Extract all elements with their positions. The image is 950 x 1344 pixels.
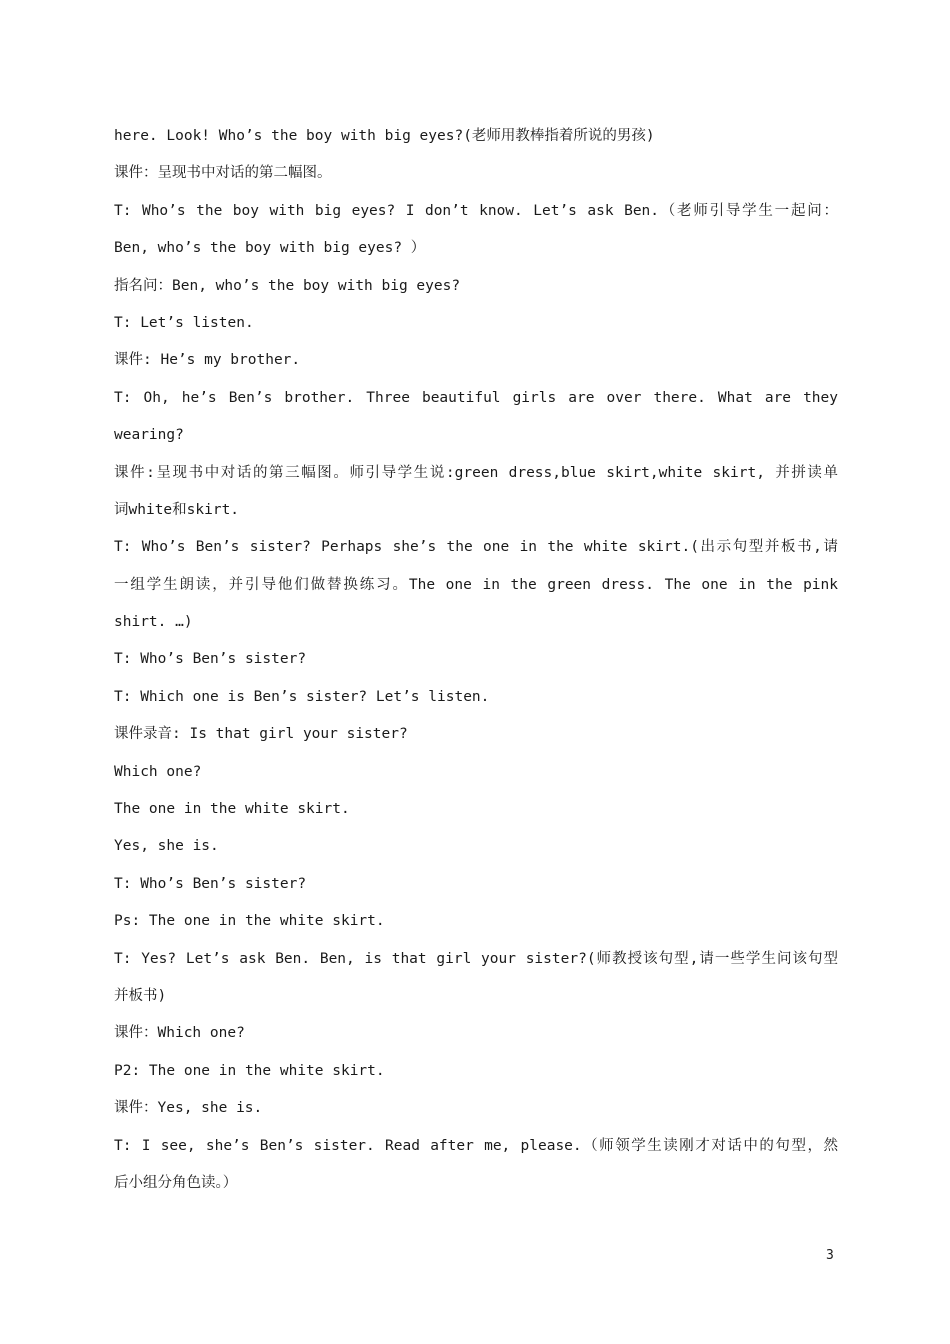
text-line: T: Yes? Let’s ask Ben. Ben, is that girl your sister?(师教授该句型,请一些学生问该句型 <box>114 950 838 967</box>
text-line: 后小组分角色读。） <box>114 1174 238 1191</box>
text-line: 并板书) <box>114 987 167 1004</box>
text-line: T: Who’s Ben’s sister? <box>114 875 307 892</box>
text-line: Ps: The one in the white skirt. <box>114 913 385 930</box>
text-line: Which one? <box>114 763 202 780</box>
text-line: 指名问：Ben, who’s the boy with big eyes? <box>114 277 461 294</box>
text-line: 课件：呈现书中对话的第二幅图。 <box>114 165 332 182</box>
text-line: T: Who’s Ben’s sister? Perhaps she’s the one in the white skirt.(出示句型并板书,请 <box>114 539 838 556</box>
text-line: 课件：Yes, she is. <box>114 1100 263 1117</box>
document-body <box>114 118 838 1202</box>
text-line: Ben, who’s the boy with big eyes? ） <box>114 240 426 257</box>
text-line: shirt. …) <box>114 614 193 631</box>
text-line: T: Who’s Ben’s sister? <box>114 651 307 668</box>
text-line: T: Which one is Ben’s sister? Let’s listen. <box>114 688 490 705</box>
text-line: The one in the white skirt. <box>114 801 350 818</box>
text-line: T: Oh, he’s Ben’s brother. Three beautiful girls are over there. What are they <box>114 389 838 406</box>
page-number: 3 <box>826 1248 834 1263</box>
text-line: 课件：Which one? <box>114 1025 245 1042</box>
text-line: T: Let’s listen. <box>114 314 254 331</box>
text-line: 词white和skirt. <box>114 501 240 518</box>
text-line: P2: The one in the white skirt. <box>114 1062 385 1079</box>
text-line: Yes, she is. <box>114 838 219 855</box>
text-line: 课件录音: Is that girl your sister? <box>114 726 408 743</box>
text-line: 课件: He’s my brother. <box>114 352 301 369</box>
text-line: wearing? <box>114 427 184 444</box>
text-line: here. Look! Who’s the boy with big eyes?(老师用教棒指着所说的男孩) <box>114 128 655 144</box>
text-line: 一组学生朗读，并引导他们做替换练习。The one in the green dress. The one in the pink <box>114 576 838 593</box>
text-line: T: Who’s the boy with big eyes? I don’t know. Let’s ask Ben.（老师引导学生一起问： <box>114 202 838 219</box>
text-line: 课件:呈现书中对话的第三幅图。师引导学生说:green dress,blue skirt,white skirt, 并拼读单 <box>114 464 838 481</box>
text-line: T: I see, she’s Ben’s sister. Read after me, please.（师领学生读刚才对话中的句型，然 <box>114 1137 838 1154</box>
